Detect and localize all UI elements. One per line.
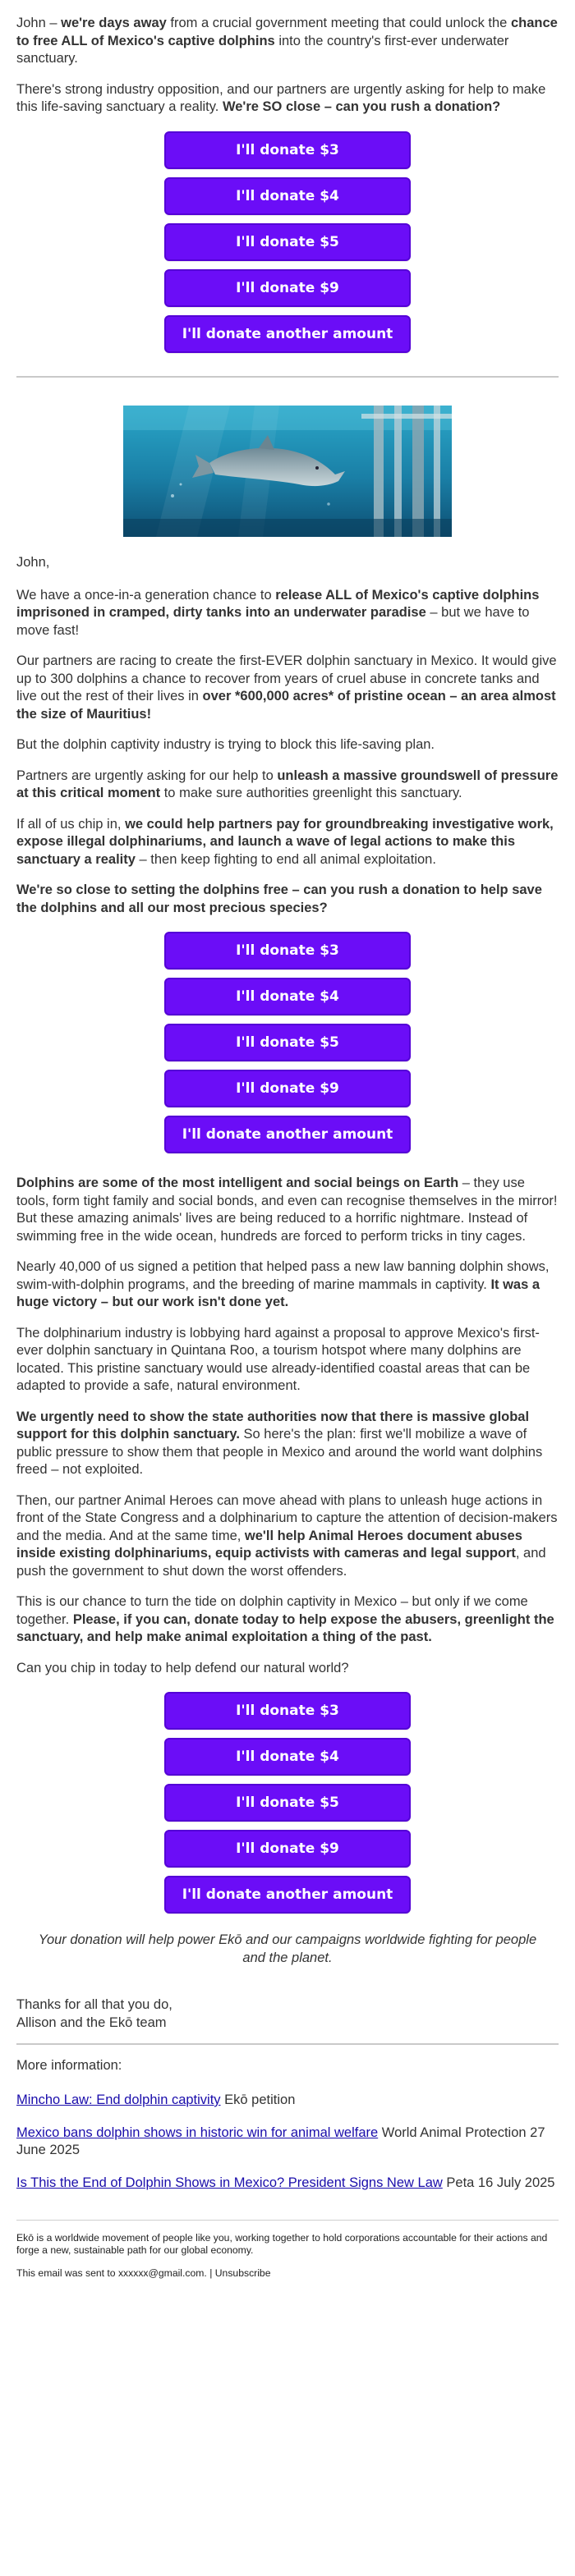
donate-buttons-group-1 [164,130,411,353]
signature: Allison and the Ekō team [16,2015,167,2030]
donate-buttons-group-3 [164,1690,411,1914]
donate-5-button[interactable]: I'll donate $5 [164,1784,411,1822]
text: to make sure authorities greenlight this sanctuary. [160,786,462,800]
text: This is our chance to turn the tide on dolphin captivity in Mexico – but only if we come together. [16,1594,528,1627]
donate-9-button[interactable]: I'll donate $9 [164,1070,411,1107]
text: from a crucial government meeting that could unlock the [166,16,511,30]
source-label: Ekō petition [220,2092,296,2107]
bold-text: over *600,000 acres* of pristine ocean – an area almost the size of Mauritius! [16,689,556,722]
bold-text: We're so close to setting the dolphins free – can you rush a donation to help save the dolphins and all our most precious species? [16,882,542,915]
body-paragraph-7 [16,1175,559,1245]
body-paragraph-9: The dolphinarium industry is lobbying hard against a proposal to approve Mexico's first-ever dolphin sanctuary in Quintana Roo, a tourism hotspot where many dolphins are located. This pristine sanctuary would use already-identified coastal areas that can be adapted to provide a safe, natural environment. [16,1325,540,1393]
bold-text: we're days away [61,16,167,30]
greeting: John, [16,554,50,570]
text: Partners are urgently asking for our help to [16,768,278,783]
divider [16,2043,559,2045]
donate-other-button[interactable]: I'll donate another amount [164,1876,411,1914]
source-link-item [16,2175,559,2193]
body-paragraph-8 [16,1258,559,1312]
bold-text: It was a huge victory – but our work isn't done yet. [16,1277,540,1309]
body-paragraph-12 [16,1593,559,1647]
source-link-item [16,2092,559,2110]
body-paragraph-6 [16,882,559,917]
body-paragraph-13: Can you chip in today to help defend our natural world? [16,1660,349,1675]
email-body [16,0,559,2280]
source-link[interactable]: Is This the End of Dolphin Shows in Mexico? President Signs New Law [16,2175,443,2190]
bold-text: chance to free ALL of Mexico's captive dolphins [16,16,558,48]
divider [16,376,559,378]
text: , and push the government to shut down the worst offenders. [16,1546,546,1579]
body-paragraph-4 [16,768,559,803]
donate-3-button[interactable]: I'll donate $3 [164,131,411,169]
bold-text: Dolphins are some of the most intelligent and social beings on Earth [16,1176,459,1190]
donate-4-button[interactable]: I'll donate $4 [164,1738,411,1776]
bold-text: We're SO close – can you rush a donation? [222,99,501,114]
dolphin-tank-illustration [123,406,452,537]
donate-4-button[interactable]: I'll donate $4 [164,177,411,215]
source-label: World Animal Protection 27 June 2025 [16,2125,545,2157]
bold-text: release ALL of Mexico's captive dolphins imprisoned in cramped, dirty tanks into an underwater paradise [16,587,540,620]
signoff [16,1996,559,2032]
sent-to-text: This email was sent to xxxxxx@gmail.com. | [16,2267,215,2279]
text: Nearly 40,000 of us signed a petition that helped pass a new law banning dolphin shows, swim-with-dolphin programs, and the breeding of marine mammals in captivity. [16,1259,550,1292]
bold-text: We urgently need to show the state authorities now that there is massive global support for this dolphin sanctuary. [16,1409,530,1442]
donate-9-button[interactable]: I'll donate $9 [164,269,411,307]
donation-note: Your donation will help power Ekō and our campaigns worldwide fighting for people and the planet. [38,1932,537,1965]
source-link[interactable]: Mincho Law: End dolphin captivity [16,2092,221,2107]
footer-sent-line [16,2267,559,2280]
donate-3-button[interactable]: I'll donate $3 [164,932,411,969]
donate-5-button[interactable]: I'll donate $5 [164,1024,411,1061]
text: – then keep fighting to end all animal exploitation. [135,851,436,867]
text: into the country's first-ever underwater sanctuary. [16,33,509,66]
body-paragraph-2 [16,653,559,723]
footer-about: Ekō is a worldwide movement of people like you, working together to hold corporations accountable for their actions and forge a new, sustainable path for our global economy. [16,2232,548,2256]
donate-5-button[interactable]: I'll donate $5 [164,223,411,261]
intro-paragraph-1 [16,15,559,68]
body-paragraph-5 [16,816,559,869]
text: If all of us chip in, [16,816,126,832]
bold-text: we'll help Animal Heroes document abuses inside existing dolphinariums, equip activists with cameras and legal support [16,1528,522,1561]
donate-9-button[interactable]: I'll donate $9 [164,1830,411,1868]
more-info-title: More information: [16,2058,122,2073]
text: John – [16,16,62,30]
text: – but we have to move fast! [16,605,530,638]
source-link[interactable]: Mexico bans dolphin shows in historic win for animal welfare [16,2125,379,2140]
donate-other-button[interactable]: I'll donate another amount [164,1116,411,1153]
unsubscribe-link[interactable]: Unsubscribe [214,2267,271,2279]
donate-3-button[interactable]: I'll donate $3 [164,1692,411,1730]
source-link-item [16,2125,559,2160]
text: There's strong industry opposition, and our partners are urgently asking for help to make this life-saving sanctuary a reality. [16,81,546,114]
body-paragraph-10 [16,1409,559,1479]
body-paragraph-1 [16,587,559,640]
email-footer [16,2220,559,2280]
source-label: Peta 16 July 2025 [442,2175,555,2190]
text: Our partners are racing to create the first-EVER dolphin sanctuary in Mexico. It would give up to 300 dolphins a chance to recover from years of cruel abuse in concrete tanks and live out the rest of their lives in [16,653,557,704]
bold-text: Please, if you can, donate today to help expose the abusers, greenlight the sanctuary, and help make animal exploitation a thing of the past. [16,1611,554,1644]
text: Then, our partner Animal Heroes can move ahead with plans to unleash huge actions in front of the State Congress and a dolphinarium to capture the attention of decision-makers and the media. And at the same time, [16,1492,558,1543]
body-paragraph-3: But the dolphin captivity industry is trying to block this life-saving plan. [16,737,435,752]
text: So here's the plan: first we'll mobilize a wave of public pressure to show them that people in Mexico and around the world want dolphins freed – not exploited. [16,1427,543,1477]
bold-text: unleash a massive groundswell of pressure at this critical moment [16,768,559,800]
body-paragraph-11 [16,1492,559,1581]
intro-paragraph-2 [16,81,559,117]
text: – they use tools, form tight family and social bonds, and even can recognise themselves in the mirror! But these amazing animals' lives are being reduced to a horrific nightmare. Instead of swimming free in the wide ocean, hundreds are forced to perform tricks in tiny cages. [16,1176,558,1244]
signoff-line: Thanks for all that you do, [16,1997,172,2012]
bold-text: we could help partners pay for groundbreaking investigative work, expose illegal dolphinariums, and launch a wave of legal actions to make this sanctuary a reality [16,816,554,867]
text: We have a once-in-a generation chance to [16,587,276,603]
dolphin-hero-image [123,406,452,537]
donate-buttons-group-2 [164,930,411,1153]
donate-other-button[interactable]: I'll donate another amount [164,315,411,353]
donate-4-button[interactable]: I'll donate $4 [164,978,411,1015]
